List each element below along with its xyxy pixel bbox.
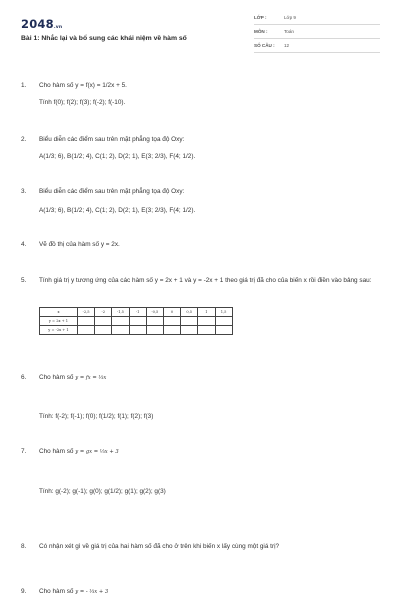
- question-2-points: A(1/3; 6), B(1/2; 4), C(1; 2), D(2; 1), E(3; 2/3), F(4; 1/2).: [39, 153, 196, 160]
- formula-f: y = fx = ⅓x: [75, 375, 107, 381]
- table-cell-empty[interactable]: [78, 326, 95, 335]
- table-cell-x: -0,5: [146, 308, 163, 317]
- table-cell-empty[interactable]: [163, 326, 180, 335]
- site-logo[interactable]: 2048.vn: [21, 17, 63, 31]
- table-cell-empty[interactable]: [181, 326, 198, 335]
- value-table: [39, 307, 233, 335]
- table-header-x: x: [40, 308, 78, 317]
- formula-g: y = gx = ⅓x + 3: [75, 449, 119, 455]
- table-cell-empty[interactable]: [198, 317, 215, 326]
- question-6-tasks: Tính: f(-2); f(-1); f(0); f(1/2); f(1); f(2); f(3): [39, 413, 154, 420]
- meta-question-count: SỐ CÂU : 12: [254, 42, 380, 53]
- table-cell-empty[interactable]: [78, 317, 95, 326]
- table-row: [40, 317, 233, 326]
- question-1-tasks: Tính f(0); f(2); f(3); f(-2); f(-10).: [39, 99, 126, 106]
- table-cell-empty[interactable]: [163, 317, 180, 326]
- table-cell-empty[interactable]: [146, 326, 163, 335]
- table-cell-empty[interactable]: [129, 317, 146, 326]
- page-header: [0, 0, 400, 62]
- table-cell-empty[interactable]: [181, 317, 198, 326]
- meta-class: LỚP : Lớp 9: [254, 14, 380, 25]
- table-cell-empty[interactable]: [215, 317, 232, 326]
- table-cell-empty[interactable]: [146, 317, 163, 326]
- table-cell-x: 1: [198, 308, 215, 317]
- question-3-points: A(1/3; 6), B(1/2; 4), C(1; 2), D(2; 1), E(3; 2/3), F(4; 1/2).: [39, 207, 196, 214]
- question-7-tasks: Tính: g(-2); g(-1); g(0); g(1/2); g(1); g(2); g(3): [39, 488, 166, 495]
- table-cell-empty[interactable]: [95, 326, 112, 335]
- table-cell-empty[interactable]: [95, 317, 112, 326]
- table-cell-x: -1,5: [112, 308, 129, 317]
- table-cell-x: 0: [163, 308, 180, 317]
- table-row: [40, 308, 233, 317]
- table-cell-empty[interactable]: [112, 317, 129, 326]
- table-cell-empty[interactable]: [198, 326, 215, 335]
- table-cell-empty[interactable]: [215, 326, 232, 335]
- table-cell-empty[interactable]: [129, 326, 146, 335]
- lesson-title: Bài 1: Nhắc lại và bổ sung các khái niệm về hàm số: [21, 35, 187, 42]
- table-cell-x: 1,5: [215, 308, 232, 317]
- meta-subject: MÔN : Toán: [254, 28, 380, 39]
- table-row: [40, 326, 233, 335]
- table-row-label: y = -2x + 1: [40, 326, 78, 335]
- table-cell-empty[interactable]: [112, 326, 129, 335]
- table-cell-x: -1: [129, 308, 146, 317]
- table-cell-x: 0,5: [181, 308, 198, 317]
- table-row-label: y = 2x + 1: [40, 317, 78, 326]
- table-cell-x: -2: [95, 308, 112, 317]
- table-cell-x: -2,5: [78, 308, 95, 317]
- formula-9: y = - ⅓x + 3: [75, 589, 109, 595]
